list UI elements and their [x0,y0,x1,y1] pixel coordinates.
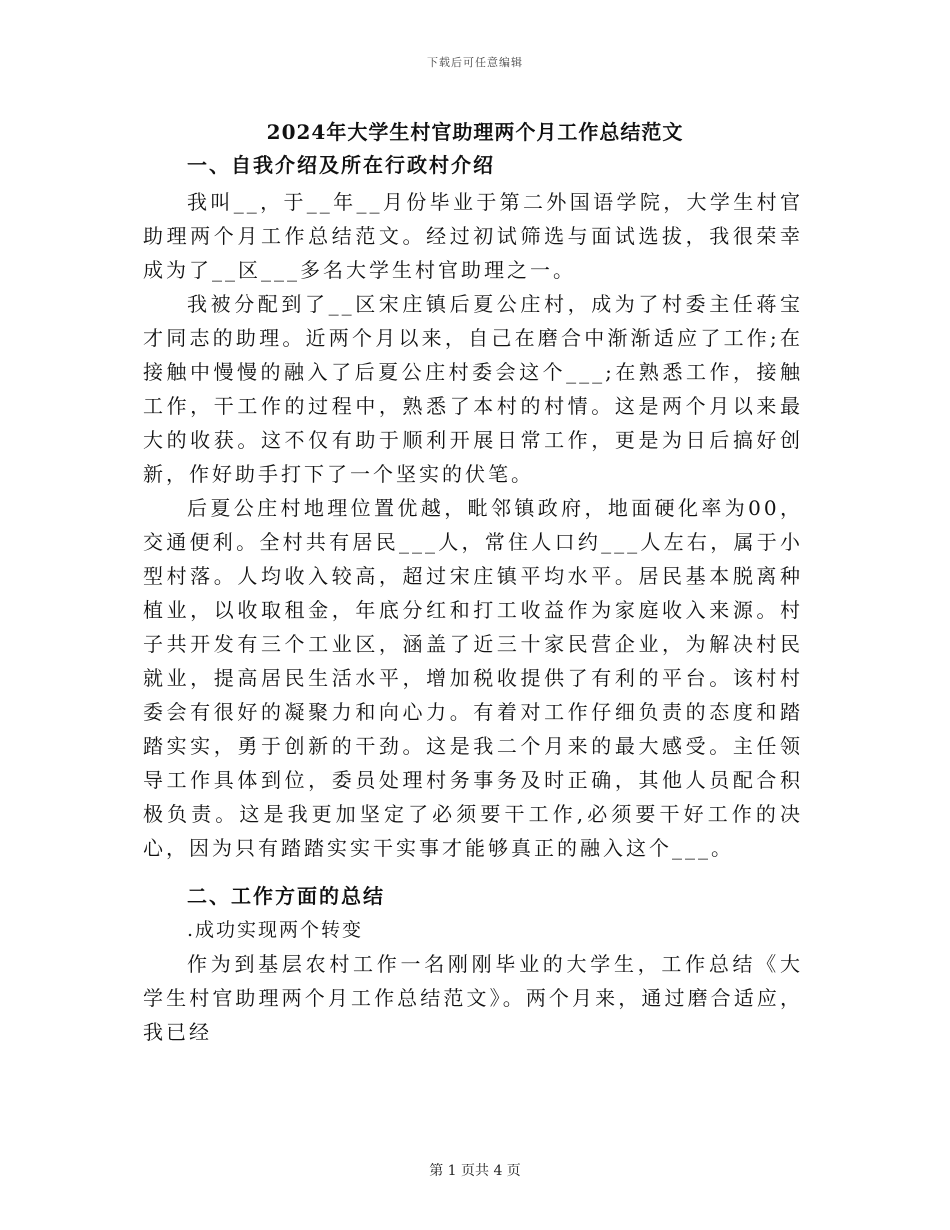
paragraph: 作为到基层农村工作一名刚刚毕业的大学生，工作总结《大学生村官助理两个月工作总结范文》。两个月来，通过磨合适应，我已经 [143,952,803,1044]
paragraph: 后夏公庄村地理位置优越，毗邻镇政府，地面硬化率为00，交通便利。全村共有居民___人，常住人口约___人左右，属于小型村落。人均收入较高，超过宋庄镇平均水平。居民基本脱离种植业，以收取租金，年底分红和打工收益作为家庭收入来源。村子共开发有三个工业区，涵盖了近三十家民营企业，为解决村民就业，提高居民生活水平，增加税收提供了有利的平台。该村村委会有很好的凝聚力和向心力。有着对工作仔细负责的态度和踏踏实实，勇于创新的干劲。这是我二个月来的最大感受。主任领导工作具体到位，委员处理村务事务及时正确，其他人员配合积极负责。这是我更加坚定了必须要干工作,必须要干好工作的决心，因为只有踏踏实实干实事才能够真正的融入这个___。 [143,496,803,860]
section-heading-intro: 一、自我介绍及所在行政村介绍 [187,153,495,177]
paragraph: 我叫__，于__年__月份毕业于第二外国语学院，大学生村官助理两个月工作总结范文。经过初试筛选与面试选拔，我很荣幸成为了__区___多名大学生村官助理之一。 [143,190,803,282]
document-body [143,148,803,1049]
section-spacer [143,865,803,879]
document-title: 2024年大学生村官助理两个月工作总结范文 [266,120,684,144]
section-heading-work-summary: 二、工作方面的总结 [187,884,385,908]
paragraph: 我被分配到了__区宋庄镇后夏公庄村，成为了村委主任蒋宝才同志的助理。近两个月以来，自己在磨合中渐渐适应了工作;在接触中慢慢的融入了后夏公庄村委会这个___;在熟悉工作，接触工作，干工作的过程中，熟悉了本村的村情。这是两个月以来最大的收获。这不仅有助于顺利开展日常工作，更是为日后搞好创新，作好助手打下了一个坚实的伏笔。 [143,292,803,486]
page-number-footer: 第 1 页共 4 页 [429,1163,521,1179]
page-header-note: 下载后可任意编辑 [427,56,523,69]
subheading-two-transitions: .成功实现两个转变 [187,919,364,941]
